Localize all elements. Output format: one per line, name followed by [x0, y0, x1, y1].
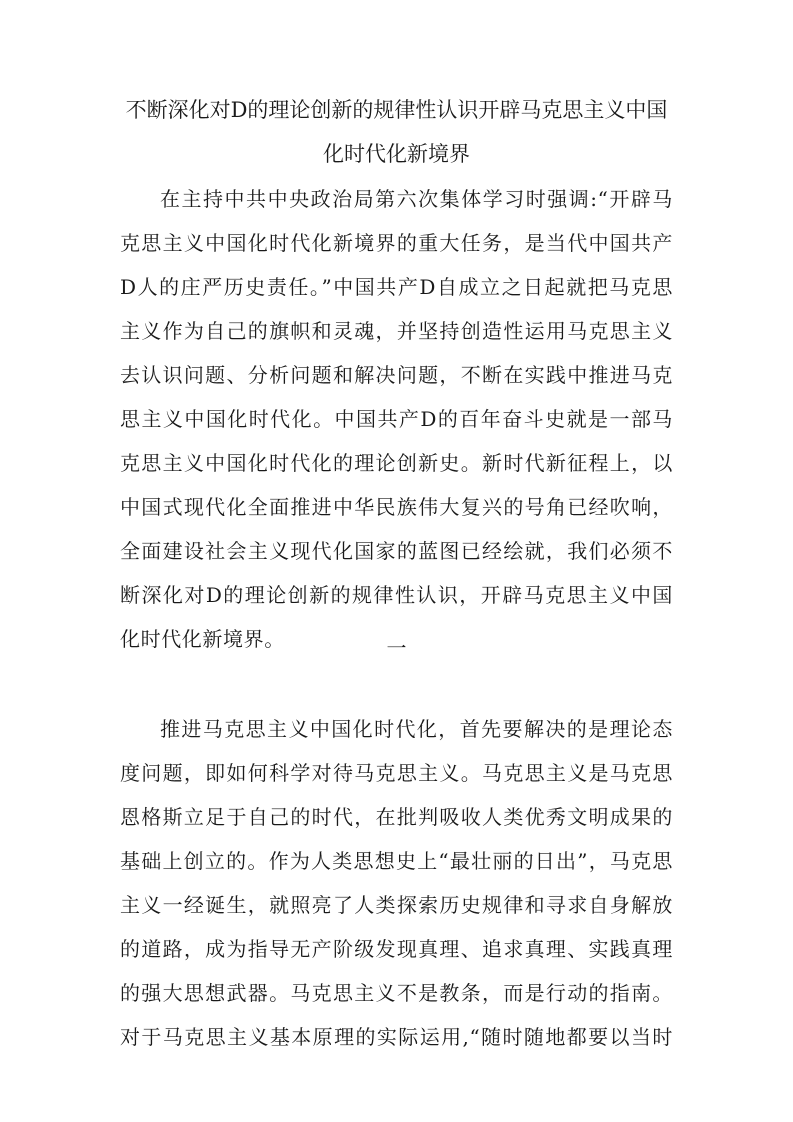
paragraph1-line-9: 全面建设社会主义现代化国家的蓝图已经绘就，我们必须不 — [120, 539, 673, 563]
paragraph2-line-6: 的道路，成为指导无产阶级发现真理、追求真理、实践真理 — [120, 937, 673, 961]
paragraph2-line-2: 度问题，即如何科学对待马克思主义。马克思主义是马克思 — [120, 761, 673, 785]
paragraph1-line-11: 化时代化新境界。 — [120, 627, 285, 651]
paragraph1-line-7: 克思主义中国化时代化的理论创新史。新时代新征程上，以 — [120, 451, 673, 475]
paragraph1-line-1: 在主持中共中央政治局第六次集体学习时强调:“开辟马 — [160, 187, 673, 211]
paragraph2-line-4: 基础上创立的。作为人类思想史上“最壮丽的日出”，马克思 — [120, 849, 673, 873]
paragraph1-line-10: 断深化对D的理论创新的规律性认识，开辟马克思主义中国 — [120, 583, 673, 607]
paragraph2-line-5: 主义一经诞生，就照亮了人类探索历史规律和寻求自身解放 — [120, 893, 673, 917]
section-heading: 一 — [386, 636, 407, 660]
paragraph1-line-5: 去认识问题、分析问题和解决问题，不断在实践中推进马克 — [120, 363, 673, 387]
paragraph1-line-4: 主义作为自己的旗帜和灵魂，并坚持创造性运用马克思主义 — [120, 319, 673, 343]
paragraph1-line-2: 克思主义中国化时代化新境界的重大任务，是当代中国共产 — [120, 231, 673, 255]
paragraph2-line-7: 的强大思想武器。马克思主义不是教条，而是行动的指南。 — [120, 981, 673, 1005]
paragraph1-line-6: 思主义中国化时代化。中国共产D的百年奋斗史就是一部马 — [120, 407, 673, 431]
title-line-1: 不断深化对D的理论创新的规律性认识开辟马克思主义中国 — [125, 98, 668, 122]
paragraph2-line-3: 恩格斯立足于自己的时代，在批判吸收人类优秀文明成果的 — [120, 805, 673, 829]
title-line-2: 化时代化新境界 — [323, 142, 470, 166]
paragraph1-line-3: D人的庄严历史责任。”中国共产D自成立之日起就把马克思 — [120, 275, 673, 299]
paragraph1-line-8: 中国式现代化全面推进中华民族伟大复兴的号角已经吹响， — [120, 495, 673, 519]
paragraph2-line-1: 推进马克思主义中国化时代化，首先要解决的是理论态 — [160, 717, 673, 741]
paragraph2-line-8: 对于马克思主义基本原理的实际运用,“随时随地都要以当时 — [120, 1025, 673, 1049]
